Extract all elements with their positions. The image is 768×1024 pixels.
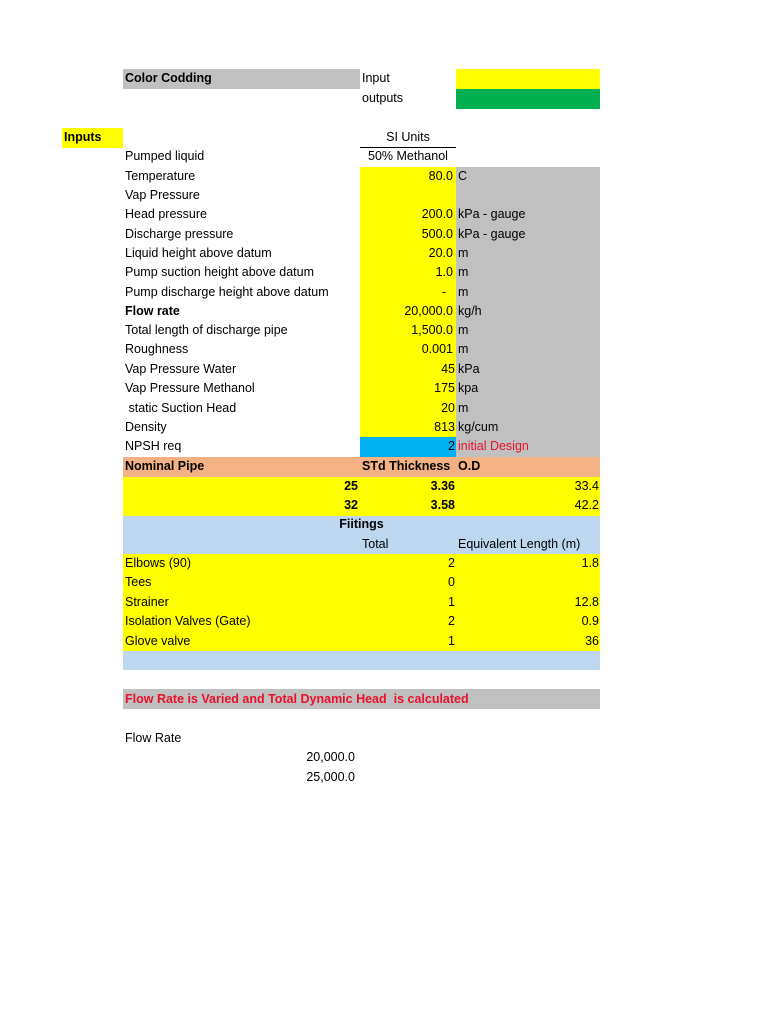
param-label: Total length of discharge pipe — [125, 323, 288, 337]
param-label: Vap Pressure Methanol — [125, 381, 255, 395]
param-label: Flow rate — [125, 304, 180, 318]
fitting-total[interactable]: 0 — [448, 575, 455, 589]
param-value[interactable]: 45 — [441, 362, 455, 376]
pipe-header-thickness: STd Thickness — [362, 459, 451, 473]
param-value[interactable]: 0.001 — [421, 342, 453, 356]
pipe-od: 33.4 — [574, 479, 599, 493]
flow-rate-value: 25,000.0 — [306, 770, 355, 784]
param-unit: C — [458, 169, 468, 183]
fittings-total-header: Total — [362, 537, 389, 551]
param-unit: kPa — [458, 362, 480, 376]
param-label: Discharge pressure — [125, 227, 234, 241]
param-value[interactable]: 813 — [434, 420, 455, 434]
pipe-header-nominal: Nominal Pipe — [125, 459, 205, 473]
param-unit: m — [458, 265, 469, 279]
fitting-name: Strainer — [125, 595, 169, 609]
pipe-nominal: 32 — [344, 498, 358, 512]
param-label: Vap Pressure — [125, 188, 200, 202]
npsh-value[interactable]: 2 — [448, 439, 455, 453]
fitting-name: Isolation Valves (Gate) — [125, 614, 251, 628]
inputs-header: Inputs — [64, 130, 102, 144]
fitting-total[interactable]: 1 — [448, 595, 455, 609]
param-unit: kPa - gauge — [458, 207, 526, 221]
param-value[interactable]: 20,000.0 — [404, 304, 453, 318]
fittings-equiv-header: Equivalent Length (m) — [458, 537, 581, 551]
fitting-total[interactable]: 2 — [448, 556, 455, 570]
param-value[interactable]: 500.0 — [421, 227, 453, 241]
units-header: SI Units — [386, 130, 430, 144]
fitting-equiv[interactable]: 36 — [585, 634, 599, 648]
param-value[interactable]: 1.0 — [435, 265, 453, 279]
param-unit: m — [458, 342, 469, 356]
param-value[interactable]: 80.0 — [428, 169, 453, 183]
fitting-name: Tees — [125, 575, 152, 589]
liquid-value[interactable]: 50% Methanol — [368, 149, 448, 163]
param-value[interactable]: - — [441, 285, 446, 299]
fitting-equiv[interactable]: 1.8 — [581, 556, 599, 570]
liquid-label: Pumped liquid — [125, 149, 205, 163]
fittings-title: Fiitings — [339, 517, 384, 531]
pipe-thickness: 3.36 — [430, 479, 455, 493]
flow-rate-label: Flow Rate — [125, 731, 182, 745]
param-label: Roughness — [125, 342, 189, 356]
param-label: Head pressure — [125, 207, 207, 221]
param-value[interactable]: 200.0 — [421, 207, 453, 221]
legend-input-label: Input — [362, 71, 390, 85]
fitting-name: Glove valve — [125, 634, 191, 648]
fitting-equiv[interactable]: 12.8 — [574, 595, 599, 609]
fitting-total[interactable]: 1 — [448, 634, 455, 648]
param-value[interactable]: 20 — [441, 401, 455, 415]
fitting-total[interactable]: 2 — [448, 614, 455, 628]
param-unit: m — [458, 323, 469, 337]
param-label: Pump suction height above datum — [125, 265, 315, 279]
param-label: Liquid height above datum — [125, 246, 272, 260]
param-unit: kpa — [458, 381, 479, 395]
fitting-name: Elbows (90) — [125, 556, 191, 570]
banner-text: Flow Rate is Varied and Total Dynamic Head is calculated — [125, 692, 469, 706]
param-value[interactable]: 20.0 — [428, 246, 453, 260]
param-unit: kg/cum — [458, 420, 499, 434]
npsh-note: initial Design — [458, 439, 529, 453]
param-unit: m — [458, 285, 469, 299]
pipe-nominal: 25 — [344, 479, 358, 493]
legend-input-swatch — [456, 69, 600, 89]
pipe-header-od: O.D — [458, 459, 481, 473]
param-unit: m — [458, 246, 469, 260]
param-label: static Suction Head — [125, 401, 237, 415]
param-unit: kg/h — [458, 304, 482, 318]
npsh-label: NPSH req — [125, 439, 182, 453]
param-label: Density — [125, 420, 167, 434]
pipe-thickness: 3.58 — [430, 498, 455, 512]
param-unit: kPa - gauge — [458, 227, 526, 241]
param-value[interactable]: 1,500.0 — [411, 323, 453, 337]
param-label: Vap Pressure Water — [125, 362, 237, 376]
fitting-equiv[interactable] — [456, 573, 599, 592]
fitting-equiv[interactable]: 0.9 — [581, 614, 599, 628]
pipe-od: 42.2 — [574, 498, 599, 512]
legend-output-swatch — [456, 89, 600, 109]
legend-output-label: outputs — [362, 91, 404, 105]
legend-title: Color Codding — [125, 71, 212, 85]
param-value[interactable]: 175 — [434, 381, 455, 395]
param-unit: m — [458, 401, 469, 415]
param-label: Pump discharge height above datum — [125, 285, 329, 299]
flow-rate-value: 20,000.0 — [306, 750, 355, 764]
param-label: Temperature — [125, 169, 196, 183]
fittings-footer-bg — [123, 651, 600, 670]
param-value[interactable] — [360, 186, 453, 205]
